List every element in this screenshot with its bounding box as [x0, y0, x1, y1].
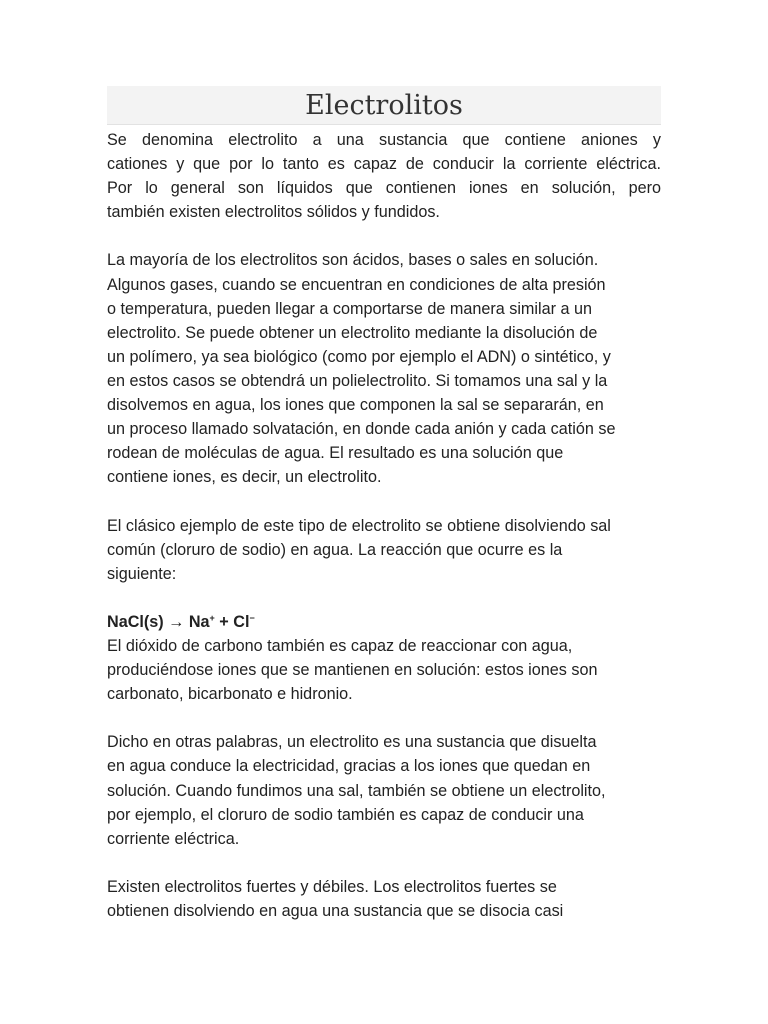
text-line: Existen electrolitos fuertes y débiles. Los electrolitos fuertes se — [107, 877, 557, 896]
paragraph-types — [107, 248, 661, 489]
paragraph-strength — [107, 875, 661, 923]
text-line: La mayoría de los electrolitos son ácidos, bases o sales en solución. — [107, 251, 599, 270]
text-line: obtienen disolviendo en agua una sustancia que se disocia casi — [107, 902, 564, 920]
text-line: contiene iones, es decir, un electrolito. — [107, 468, 382, 487]
text-line: un polímero, ya sea biológico (como por ejemplo el ADN) o sintético, y — [107, 347, 611, 366]
document-title: Electrolitos — [305, 90, 463, 121]
chemical-formula — [107, 610, 661, 634]
text-line: produciéndose iones que se mantienen en solución: estos iones son — [107, 661, 598, 680]
text-line: Dicho en otras palabras, un electrolito es una sustancia que disuelta — [107, 733, 597, 752]
text-line: solución. Cuando fundimos una sal, también se obtiene un electrolito, — [107, 781, 606, 800]
formula-middle: + Cl — [214, 612, 250, 631]
document-body — [107, 128, 661, 923]
text-line: siguiente: — [107, 564, 177, 583]
text-line: en estos casos se obtendrá un polielectrolito. Si tomamos una sal y la — [107, 371, 608, 390]
text-line: Por lo general son líquidos que contienen iones en solución, pero — [107, 179, 661, 198]
text-line: Algunos gases, cuando se encuentran en condiciones de alta presión — [107, 275, 606, 294]
paragraph-example — [107, 514, 661, 586]
text-line: disolvemos en agua, los iones que componen la sal se separarán, en — [107, 396, 604, 415]
text-line: también existen electrolitos sólidos y fundidos. — [107, 203, 440, 222]
formula-sup-plus: + — [209, 612, 215, 623]
text-line: cationes y que por lo tanto es capaz de conducir la corriente eléctrica. — [107, 155, 661, 174]
text-line: electrolito. Se puede obtener un electrolito mediante la disolución de — [107, 323, 598, 342]
text-line: El clásico ejemplo de este tipo de electrolito se obtiene disolviendo sal — [107, 516, 611, 535]
text-line: Se denomina electrolito a una sustancia que contiene aniones y — [107, 131, 661, 149]
formula-sup-minus: − — [249, 612, 255, 623]
text-line: por ejemplo, el cloruro de sodio también es capaz de conducir una — [107, 805, 584, 824]
text-line: o temperatura, pueden llegar a comportarse de manera similar a un — [107, 299, 592, 318]
paragraph-formula — [107, 610, 661, 706]
text-line: en agua conduce la electricidad, gracias a los iones que quedan en — [107, 757, 591, 776]
text-line: El dióxido de carbono también es capaz de reaccionar con agua, — [107, 636, 573, 655]
text-line: rodean de moléculas de agua. El resultado es una solución que — [107, 444, 564, 463]
paragraph-definition — [107, 128, 661, 224]
text-line: un proceso llamado solvatación, en donde cada anión y cada catión se — [107, 420, 616, 439]
paragraph-summary — [107, 730, 661, 850]
text-line: corriente eléctrica. — [107, 829, 240, 848]
text-line: común (cloruro de sodio) en agua. La reacción que ocurre es la — [107, 540, 563, 559]
text-line: carbonato, bicarbonato e hidronio. — [107, 685, 353, 704]
formula-left: NaCl(s) → Na — [107, 612, 210, 631]
